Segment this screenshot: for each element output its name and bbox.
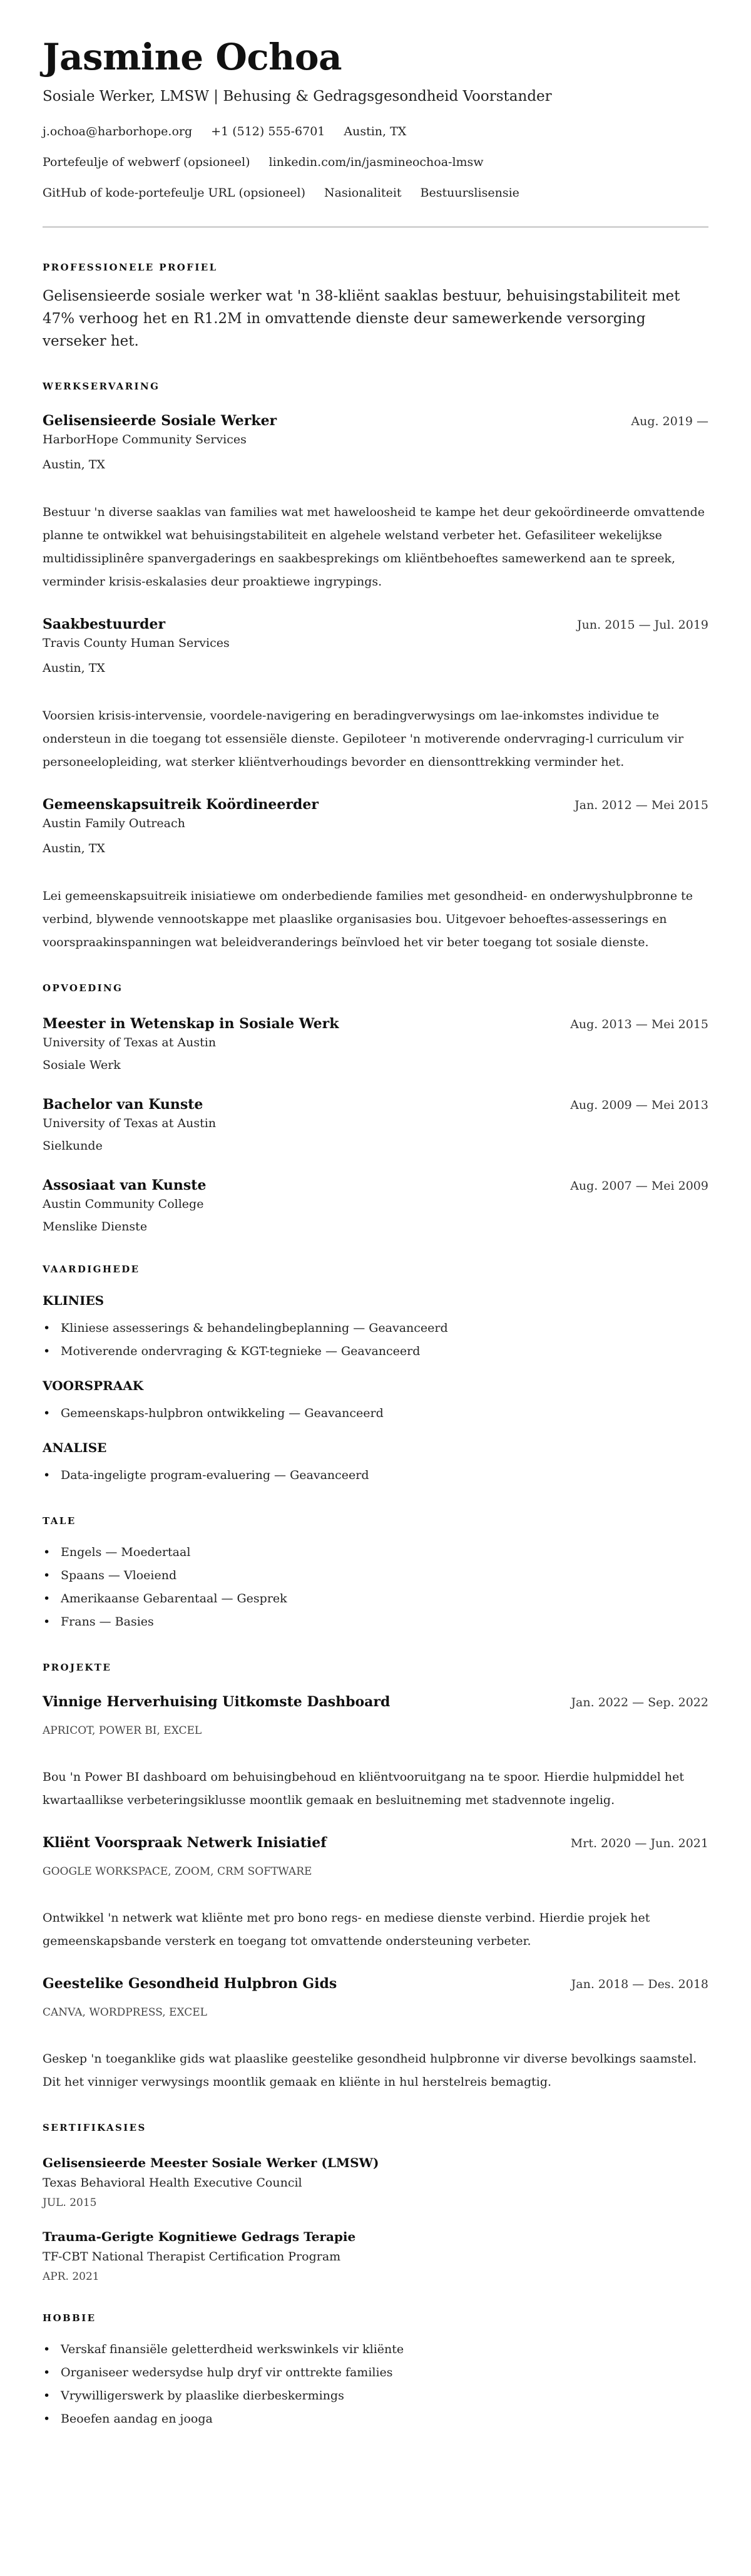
section-title: OPVOEDING bbox=[43, 982, 123, 994]
hobby-item: • Verskaf finansiële geletterdheid werkswinkels vir kliënte bbox=[43, 2338, 708, 2361]
experience-entry bbox=[43, 615, 708, 774]
school-name: University of Texas at Austin bbox=[43, 1116, 217, 1130]
certification-name: Gelisensieerde Meester Sosiale Werker (LMSW) bbox=[43, 2155, 379, 2170]
job-company: Travis County Human Services bbox=[43, 636, 230, 650]
experience-entry bbox=[43, 411, 708, 594]
contact-row bbox=[43, 123, 708, 140]
project-name: Vinnige Herverhuising Uitkomste Dashboard bbox=[43, 1694, 391, 1710]
skill-item: • Motiverende ondervraging & KGT-tegnieke — Geavanceerd bbox=[43, 1340, 708, 1363]
project-entry bbox=[43, 1833, 708, 1953]
hobby-item: • Organiseer wedersydse hulp dryf vir onttrekte families bbox=[43, 2361, 708, 2384]
project-tech: GOOGLE WORKSPACE, ZOOM, CRM SOFTWARE bbox=[43, 1865, 312, 1878]
languages-section bbox=[43, 1515, 708, 1634]
certification-entry bbox=[43, 2228, 708, 2284]
section-title: SERTIFIKASIES bbox=[43, 2122, 146, 2133]
education-entry bbox=[43, 1014, 708, 1074]
header-divider bbox=[43, 226, 708, 228]
skill-group-title: VOORSPRAAK bbox=[43, 1378, 144, 1393]
job-description: Bestuur 'n diverse saaklas van families wat met haweloosheid te kampe het deur gekoördineerde omvattende planne te ontwikkel wat behuisingstabiliteit en algehele welstand verbeter het. Gefasiliteer wekelijkse multidissiplinêre spanvergaderings en saakbesprekings om kliëntbehoeftes samewerkend aan te spreek, verminder krisis-eskalasies deur proaktiewe ingrypings. bbox=[43, 505, 705, 589]
contact-github[interactable]: GitHub of kode-portefeulje URL (opsioneel) bbox=[43, 186, 305, 200]
section-title: WERKSERVARING bbox=[43, 381, 160, 392]
skill-item: • Gemeenskaps-hulpbron ontwikkeling — Geavanceerd bbox=[43, 1402, 708, 1425]
job-location: Austin, TX bbox=[43, 458, 105, 471]
project-tech: APRICOT, POWER BI, EXCEL bbox=[43, 1724, 202, 1737]
project-date: Jan. 2022 — Sep. 2022 bbox=[571, 1696, 708, 1709]
certification-entry bbox=[43, 2154, 708, 2210]
skill-item: • Kliniese assesserings & behandelingbeplanning — Geavanceerd bbox=[43, 1317, 708, 1340]
section-title: TALE bbox=[43, 1515, 76, 1527]
certification-name: Trauma-Gerigte Kognitiewe Gedrags Terapie bbox=[43, 2229, 356, 2244]
language-item: • Frans — Basies bbox=[43, 1610, 708, 1634]
project-description: Ontwikkel 'n netwerk wat kliënte met pro bono regs- en mediese dienste verbind. Hierdie projek het gemeenskapsbande versterk en toegang tot omvattende ondersteuning verbeter. bbox=[43, 1911, 650, 1948]
field-of-study: Sosiale Werk bbox=[43, 1058, 121, 1072]
degree-title: Bachelor van Kunste bbox=[43, 1096, 203, 1113]
education-entry bbox=[43, 1176, 708, 1235]
job-description: Voorsien krisis-intervensie, voordele-navigering en beradingverwysings om lae-inkomstes individue te ondersteun in die toegang tot essensiële dienste. Gepiloteer 'n motiverende ondervraging-l curriculum vir personeelopleiding, wat sterker kliëntverhoudings bevorder en diensonttrekking verminder het. bbox=[43, 709, 684, 769]
job-description: Lei gemeenskapsuitreik inisiatiewe om onderbediende families met gesondheid- en onderwyshulpbronne te verbind, blywende vennootskappe met plaaslike organisasies bou. Uitgevoer behoeftes-assesserings en voorspraakinspanningen wat beleidveranderings beïnvloed het vir beter toegang tot sosiale dienste. bbox=[43, 889, 693, 949]
degree-date: Aug. 2007 — Mei 2009 bbox=[570, 1179, 708, 1193]
field-of-study: Sielkunde bbox=[43, 1139, 103, 1153]
skill-group bbox=[43, 1377, 708, 1425]
resume-header bbox=[43, 36, 708, 228]
education-section bbox=[43, 982, 708, 1235]
job-title: Gemeenskapsuitreik Koördineerder bbox=[43, 796, 319, 813]
certifications-section bbox=[43, 2121, 708, 2284]
school-name: University of Texas at Austin bbox=[43, 1036, 217, 1049]
skill-group bbox=[43, 1292, 708, 1363]
job-company: Austin Family Outreach bbox=[43, 817, 185, 830]
skill-group-title: KLINIES bbox=[43, 1293, 105, 1308]
language-item: • Amerikaanse Gebarentaal — Gesprek bbox=[43, 1587, 708, 1610]
language-item: • Engels — Moedertaal bbox=[43, 1541, 708, 1564]
candidate-headline: Sosiale Werker, LMSW | Behusing & Gedragsgesondheid Voorstander bbox=[43, 88, 552, 105]
job-date: Jun. 2015 — Jul. 2019 bbox=[577, 618, 708, 632]
project-entry bbox=[43, 1974, 708, 2094]
project-name: Kliënt Voorspraak Netwerk Inisiatief bbox=[43, 1835, 327, 1851]
contact-nationality: Nasionaliteit bbox=[324, 186, 402, 200]
degree-title: Meester in Wetenskap in Sosiale Werk bbox=[43, 1016, 339, 1032]
contact-phone[interactable]: +1 (512) 555-6701 bbox=[211, 125, 325, 138]
contact-email[interactable]: j.ochoa@harborhope.org bbox=[43, 125, 193, 138]
project-date: Jan. 2018 — Des. 2018 bbox=[571, 1977, 708, 1991]
contact-linkedin[interactable]: linkedin.com/in/jasmineochoa-lmsw bbox=[268, 155, 484, 169]
degree-date: Aug. 2013 — Mei 2015 bbox=[570, 1018, 708, 1031]
project-description: Bou 'n Power BI dashboard om behuisingbehoud en kliëntvooruitgang na te spoor. Hierdie hulpmiddel het kwartaallikse verbeteringsiklusse moontlik gemaak en besluitneming met stadvennote ingelig. bbox=[43, 1770, 685, 1807]
hobbies-section bbox=[43, 2312, 708, 2431]
project-description: Geskep 'n toeganklike gids wat plaaslike geestelike gesondheid hulpbronne vir diverse bevolkings saamstel. Dit het vinniger verwysings moontlik gemaak en kliënte in hul herstelreis bemagtig. bbox=[43, 2052, 697, 2089]
certification-issuer: TF-CBT National Therapist Certification Program bbox=[43, 2250, 341, 2264]
certification-date: JUL. 2015 bbox=[43, 2197, 97, 2209]
job-location: Austin, TX bbox=[43, 661, 105, 675]
education-entry bbox=[43, 1095, 708, 1155]
skill-group-title: ANALISE bbox=[43, 1440, 107, 1455]
contact-row bbox=[43, 185, 708, 201]
job-title: Saakbestuurder bbox=[43, 616, 166, 632]
skill-group bbox=[43, 1439, 708, 1487]
language-item: • Spaans — Vloeiend bbox=[43, 1564, 708, 1587]
profile-summary: Gelisensieerde sosiale werker wat 'n 38-kliënt saaklas bestuur, behuisingstabiliteit met 47% verhoog het en R1.2M in omvattende dienste deur samewerkende versorging verseker het. bbox=[43, 288, 680, 349]
project-entry bbox=[43, 1692, 708, 1812]
profile-section bbox=[43, 261, 708, 353]
certification-date: APR. 2021 bbox=[43, 2270, 100, 2283]
project-tech: CANVA, WORDPRESS, EXCEL bbox=[43, 2006, 207, 2019]
hobby-item: • Beoefen aandag en jooga bbox=[43, 2408, 708, 2431]
certification-issuer: Texas Behavioral Health Executive Council bbox=[43, 2176, 302, 2190]
project-date: Mrt. 2020 — Jun. 2021 bbox=[570, 1837, 708, 1850]
job-title: Gelisensieerde Sosiale Werker bbox=[43, 413, 277, 429]
candidate-name: Jasmine Ochoa bbox=[43, 36, 342, 78]
section-title: PROJEKTE bbox=[43, 1662, 112, 1673]
degree-title: Assosiaat van Kunste bbox=[43, 1177, 207, 1193]
contact-drivers-license: Bestuurslisensie bbox=[420, 186, 519, 200]
section-title: VAARDIGHEDE bbox=[43, 1264, 140, 1275]
experience-entry bbox=[43, 795, 708, 954]
skill-item: • Data-ingeligte program-evaluering — Geavanceerd bbox=[43, 1464, 708, 1487]
job-date: Jan. 2012 — Mei 2015 bbox=[575, 798, 708, 812]
job-location: Austin, TX bbox=[43, 842, 105, 855]
skills-section bbox=[43, 1263, 708, 1487]
hobby-item: • Vrywilligerswerk by plaaslike dierbeskermings bbox=[43, 2384, 708, 2408]
degree-date: Aug. 2009 — Mei 2013 bbox=[570, 1098, 708, 1112]
contact-location: Austin, TX bbox=[344, 125, 407, 138]
contact-portfolio[interactable]: Portefeulje of webwerf (opsioneel) bbox=[43, 155, 250, 169]
section-title: PROFESSIONELE PROFIEL bbox=[43, 262, 218, 273]
job-date: Aug. 2019 — bbox=[631, 415, 708, 428]
experience-section bbox=[43, 380, 708, 954]
school-name: Austin Community College bbox=[43, 1197, 204, 1211]
projects-section bbox=[43, 1661, 708, 2094]
field-of-study: Menslike Dienste bbox=[43, 1220, 148, 1234]
section-title: HOBBIE bbox=[43, 2312, 96, 2324]
contact-row bbox=[43, 154, 708, 170]
job-company: HarborHope Community Services bbox=[43, 433, 247, 446]
project-name: Geestelike Gesondheid Hulpbron Gids bbox=[43, 1976, 337, 1992]
